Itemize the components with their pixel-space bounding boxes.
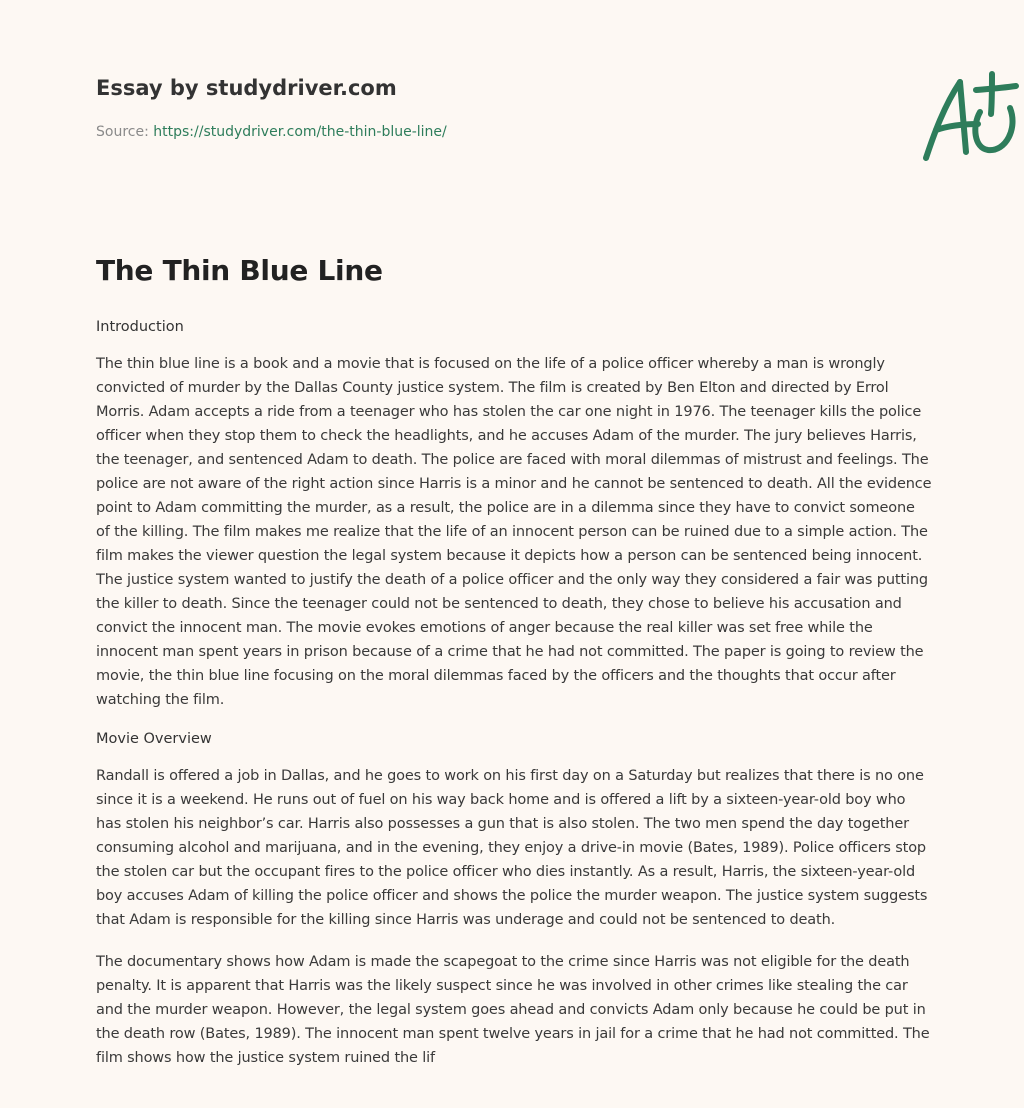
source-link[interactable]: https://studydriver.com/the-thin-blue-line/ (153, 124, 447, 140)
section-heading-movie-overview: Movie Overview (96, 731, 212, 747)
article-title: The Thin Blue Line (96, 254, 383, 287)
a-plus-logo-icon (918, 68, 1024, 164)
brand-title: Essay by studydriver.com (96, 76, 397, 100)
article-body (96, 316, 932, 1086)
paragraph: Randall is offered a job in Dallas, and he goes to work on his first day on a Saturday but realizes that there is no one since it is a weekend. He runs out of fuel on his way back home and is offered a lift by a sixteen-year-old boy who has stolen his neighbor’s car. Harris also possesses a gun that is also stolen. The two men spend the day together consuming alcohol and marijuana, and in the evening, they enjoy a drive-in movie (Bates, 1989). Police officers stop the stolen car but the occupant fires to the police officer who dies instantly. As a result, Harris, the sixteen-year-old boy accuses Adam of killing the police officer and shows the police the murder weapon. The justice system suggests that Adam is responsible for the killing since Harris was underage and could not be sentenced to death. (96, 768, 928, 928)
source-label: Source: (96, 124, 149, 140)
section-heading-introduction: Introduction (96, 319, 184, 335)
paragraph: The thin blue line is a book and a movie that is focused on the life of a police officer whereby a man is wrongly convicted of murder by the Dallas County justice system. The film is created by Ben Elton and directed by Errol Morris. Adam accepts a ride from a teenager who has stolen the car one night in 1976. The teenager kills the police officer when they stop them to check the headlights, and he accuses Adam of the murder. The jury believes Harris, the teenager, and sentenced Adam to death. The police are faced with moral dilemmas of mistrust and feelings. The police are not aware of the right action since Harris is a minor and he cannot be sentenced to death. All the evidence point to Adam committing the murder, as a result, the police are in a dilemma since they have to convict someone of the killing. The film makes me realize that the life of an innocent person can be ruined due to a simple action. The film makes the viewer question the legal system because it depicts how a person can be sentenced being innocent. The justice system wanted to justify the death of a police officer and the only way they considered a fair was putting the killer to death. Since the teenager could not be sentenced to death, they chose to believe his accusation and convict the innocent man. The movie evokes emotions of anger because the real killer was set free while the innocent man spent years in prison because of a crime that he had not committed. The paper is going to review the movie, the thin blue line focusing on the moral dilemmas faced by the officers and the thoughts that occur after watching the film. (96, 356, 932, 708)
source-line (96, 124, 447, 140)
paragraph: The documentary shows how Adam is made the scapegoat to the crime since Harris was not eligible for the death penalty. It is apparent that Harris was the likely suspect since he was involved in other crimes like stealing the car and the murder weapon. However, the legal system goes ahead and convicts Adam only because he could be put in the death row (Bates, 1989). The innocent man spent twelve years in jail for a crime that he had not committed. The film shows how the justice system ruined the lif (96, 954, 930, 1066)
